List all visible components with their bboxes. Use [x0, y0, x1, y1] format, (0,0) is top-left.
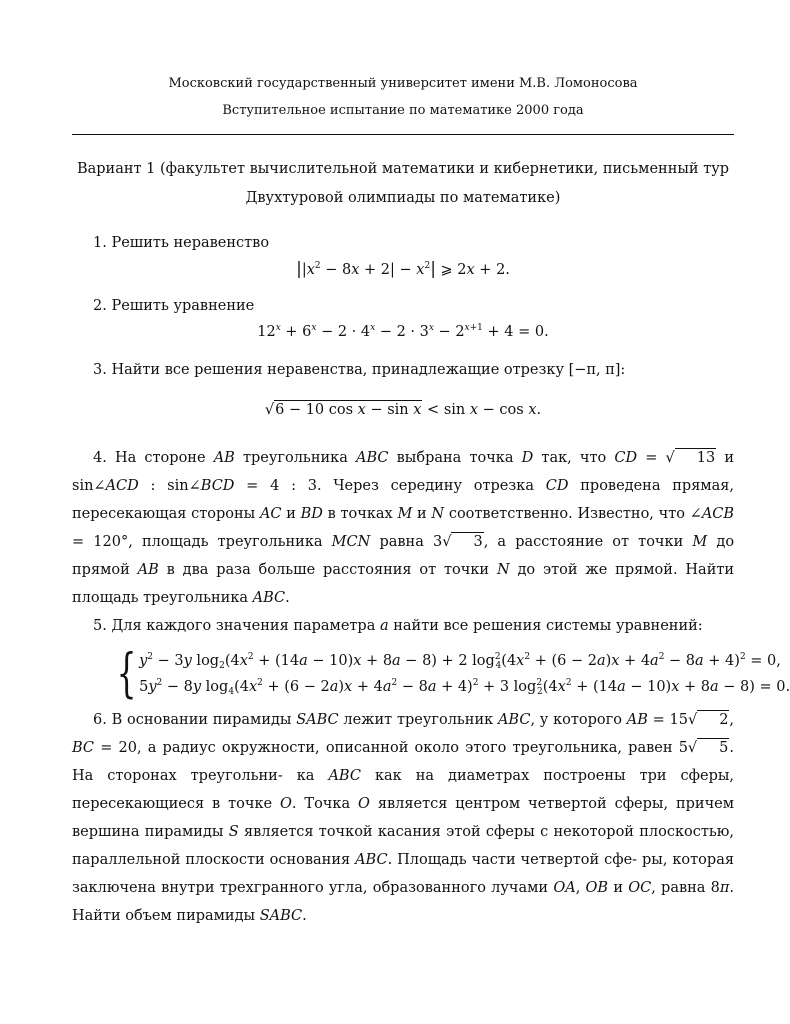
text-fragment: , равна	[651, 880, 706, 896]
text-fragment: выбрана точка	[396, 450, 514, 466]
problem-6: 6. В основании пирамиды SABC лежит треугольник ABC, у которого AB = 15√ 2, BC = 20, а радиус окружности, описанной около этого треугольника, равен 5√ 5. На сторонах треугольни- ка ABC как на диаметрах построены три сферы, пересекающиеся в точке O. Точка O является центром четвертой сферы, причем вершина пирамиды S является точкой касания этой сферы с некоторой плоскостью, параллельной плоскости основания ABC. Площадь части четвертой сфе- ры, которая заключена внутри трехгранного угла, образованного лучами OA, OB и OC, равна 8π. Найти объем пирамиды SABC.	[72, 712, 735, 924]
header-divider	[72, 134, 734, 135]
system-equation-1: $y^2 - 3y$ $\log_2(4x^2 + (14a - 10)x + 8a - 8) + 2$ $\log^2_4(4x^2 + (6 - 2a)x + 4a^2 - 8a + 4)^2 = 0$,	[139, 652, 781, 671]
text-fragment: 4.	[93, 450, 107, 466]
text-fragment: 3.	[93, 362, 107, 378]
text-fragment: так, что	[541, 450, 607, 466]
text-fragment: На стороне	[114, 450, 206, 466]
problem-5: 5. Для каждого значения параметра a найти все решения системы уравнений:	[93, 618, 703, 634]
text-fragment: В основании пирамиды	[111, 712, 292, 728]
variant-title	[72, 155, 734, 213]
problem-2	[72, 292, 734, 320]
text-fragment: Для каждого значения параметра	[111, 618, 376, 634]
text-fragment: до	[517, 562, 536, 578]
problem-5-system	[110, 644, 790, 704]
text-fragment: . На сторонах треугольни-	[72, 740, 735, 784]
text-fragment: до прямой	[72, 534, 735, 578]
text-fragment: , площадь треугольника	[128, 534, 323, 550]
text-fragment: 2.	[93, 298, 107, 314]
system-equation-2: $5y^2 - 8y$ $\log_4(4x^2 + (6 - 2a)x + 4a^2 - 8a + 4)^2 + 3$ $\log^2_2(4x^2 + (14a - 10)x + 8a - 8) = 0$.	[139, 678, 790, 697]
exam-title: Вступительное испытание по математике 2000 года	[222, 103, 584, 118]
text-fragment: и	[724, 450, 735, 466]
system-brace: {	[116, 644, 137, 704]
text-fragment: является	[377, 796, 448, 812]
text-fragment: равна	[379, 534, 424, 550]
text-fragment: Решить уравнение	[111, 298, 255, 314]
text-fragment: найти все решения системы уравнений:	[393, 618, 703, 634]
problem-3-formula: √6 − 10 cos x − sin x < sin x − cos x.	[264, 402, 542, 418]
text-fragment: 6.	[93, 712, 107, 728]
text-fragment: этой же прямой. Найти площадь треугольника	[72, 562, 735, 606]
text-fragment: и	[417, 506, 427, 522]
variant-line-2: Двухтуровой олимпиады по математике)	[245, 190, 561, 206]
text-fragment: проведена прямая, пересекающая стороны	[72, 478, 735, 522]
text-fragment: как на диаметрах построены три сферы, пересекающиеся в точке	[72, 768, 735, 812]
text-fragment: с некоторой плоскостью, параллельной плоскости основания	[72, 824, 735, 868]
text-fragment: и	[286, 506, 296, 522]
text-fragment: а радиус окружности, описанной около этого треугольника, равен	[147, 740, 673, 756]
text-fragment: является точкой касания этой сферы	[243, 824, 535, 840]
text-fragment: ры, которая заключена внутри трехгранного угла, образованного лучами	[72, 852, 734, 896]
university-name: Московский государственный университет имени М.В. Ломоносова	[168, 76, 638, 91]
text-fragment: 5.	[93, 618, 107, 634]
problem-1-formula: $||x^2 - 8x + 2| - x^2|$ ⩾ 2x + 2.	[296, 259, 510, 279]
text-fragment: . Точка	[291, 796, 351, 812]
text-fragment: 1.	[93, 235, 107, 251]
text-fragment: треугольника	[242, 450, 348, 466]
text-fragment: . Площадь части четвертой сфе-	[387, 852, 638, 868]
text-fragment: в точках	[327, 506, 393, 522]
text-fragment: в два раза больше расстояния от точки	[166, 562, 490, 578]
exam-page	[72, 70, 790, 930]
text-fragment: . Через середину отрезка	[316, 478, 534, 494]
text-fragment: Найти все решения неравенства, принадлежащие отрезку	[111, 362, 565, 378]
problem-3: 3. Найти все решения неравенства, принадлежащие отрезку [−π, π]:	[93, 362, 626, 378]
text-fragment: соответственно. Известно, что	[448, 506, 685, 522]
text-fragment: ка	[296, 768, 315, 784]
text-fragment: , у которого	[530, 712, 622, 728]
text-fragment: лежит треугольник	[343, 712, 494, 728]
text-fragment: центром четвертой сферы, причем вершина пирамиды	[72, 796, 735, 840]
text-fragment: , а расстояние от точки	[483, 534, 684, 550]
problem-4: 4. На стороне AB треугольника ABC выбрана точка D так, что CD = √ 13 и sin∠ACD : sin∠BCD = 4 : 3. Через середину отрезка CD проведена прямая, пересекающая стороны AC и BD в точках M и N соответственно. Известно, что ∠ACB = 120°, площадь треугольника MCN равна 3√ 3, а расстояние от точки M до прямой AB в два раза больше расстояния от точки N до этой же прямой. Найти площадь треугольника ABC.	[72, 450, 735, 606]
text-fragment: Решить неравенство	[111, 235, 270, 251]
text-fragment: Найти объем пирамиды	[72, 908, 256, 924]
problem-2-formula: $12^x + 6^x - 2 \cdot 4^x - 2 \cdot 3^x - 2^{x+1} + 4 = 0$.	[257, 323, 549, 340]
variant-line-1: Вариант 1 (факультет вычислительной математики и кибернетики, письменный тур	[76, 161, 730, 177]
text-fragment: и	[613, 880, 623, 896]
problem-1	[72, 229, 734, 257]
